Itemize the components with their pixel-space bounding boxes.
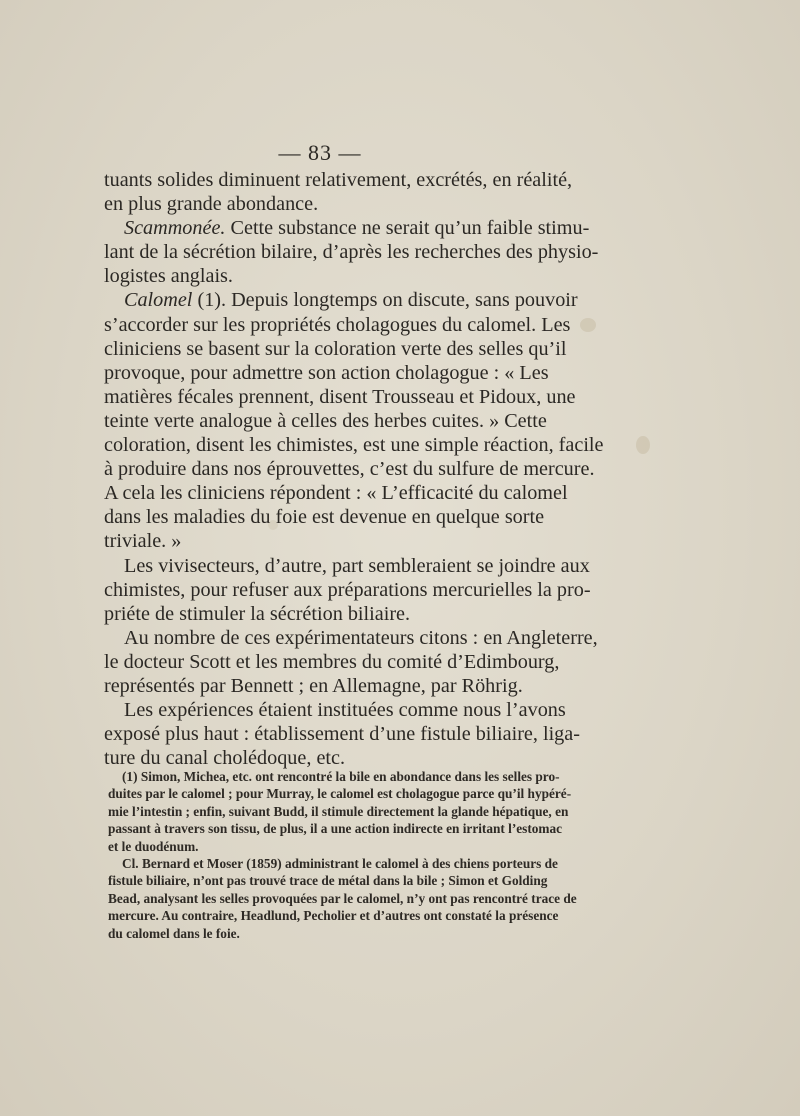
text-line: matières fécales prennent, disent Trousseau et Pidoux, une [104, 385, 576, 408]
main-text [104, 168, 604, 770]
text-line: cliniciens se basent sur la coloration verte des selles qu’il [104, 337, 567, 360]
footnote-line: fistule biliaire, n’ont pas trouvé trace de métal dans la bile ; Simon et Golding [108, 873, 548, 889]
text-line: teinte verte analogue à celles des herbes cuites. » Cette [104, 409, 547, 432]
text-line: en plus grande abondance. [104, 193, 319, 216]
page-number: — 83 — [278, 140, 362, 165]
paragraph [104, 698, 580, 770]
footnote-line: (1) Simon, Michea, etc. ont rencontré la bile en abondance dans les selles pro- [122, 769, 560, 784]
text-run: (1). Depuis longtemps on discute, sans pouvoir [197, 289, 578, 312]
footnote-line: passant à travers son tissu, de plus, il a une action indirecte en irritant l’estomac [108, 821, 563, 837]
footnote-line: du calomel dans le foie. [108, 925, 240, 941]
text-line: Au nombre de ces expérimentateurs citons : en Angleterre, [124, 626, 598, 649]
footnote-line: Bead, analysant les selles provoquées par le calomel, n’y ont pas rencontré trace de [108, 890, 577, 906]
text-line: logistes anglais. [104, 265, 233, 288]
paragraph [104, 554, 591, 626]
text-line-scammonee [104, 216, 590, 240]
paragraph [104, 288, 604, 553]
footnote-line: mie l’intestin ; enfin, suivant Budd, il stimule directement la glande hépatique, en [108, 803, 569, 819]
paragraph [104, 168, 573, 216]
text-line-calomel [104, 288, 578, 312]
italic-term: Calomel [124, 289, 193, 312]
paper-speck [268, 520, 278, 530]
text-line: Les vivisecteurs, d’autre, part sembleraient se joindre aux [124, 554, 590, 577]
footnote-line: Cl. Bernard et Moser (1859) administrant le calomel à des chiens porteurs de [122, 856, 558, 872]
text-line: chimistes, pour refuser aux préparations mercurielles la pro- [104, 578, 591, 601]
text-line: représentés par Bennett ; en Allemagne, par Röhrig. [104, 674, 523, 697]
italic-term: Scammonée. [124, 217, 226, 240]
text-line: triviale. » [104, 530, 182, 553]
text-line: Les expériences étaient instituées comme nous l’avons [124, 699, 566, 722]
footnote-line: mercure. Au contraire, Headlund, Pecholier et d’autres ont constaté la présence [108, 908, 559, 924]
text-line: exposé plus haut : établissement d’une fistule biliaire, liga- [104, 723, 580, 746]
paper-speck [580, 318, 596, 332]
text-line: provoque, pour admettre son action cholagogue : « Les [104, 361, 549, 384]
paragraph [104, 216, 599, 288]
text-line: à produire dans nos éprouvettes, c’est du sulfure de mercure. [104, 458, 595, 481]
text-line: ture du canal cholédoque, etc. [104, 747, 346, 770]
text-line: lant de la sécrétion bilaire, d’après les recherches des physio- [104, 241, 599, 264]
footnote [108, 855, 577, 942]
text-line: dans les maladies du foie est devenue en quelque sorte [104, 506, 545, 529]
footnote-line: duites par le calomel ; pour Murray, le calomel est cholagogue parce qu’il hypéré- [108, 786, 572, 802]
paragraph [104, 626, 598, 698]
paper-speck [636, 436, 650, 454]
text-line: priéte de stimuler la sécrétion biliaire. [104, 602, 411, 625]
footnote [108, 768, 572, 855]
text-line: le docteur Scott et les membres du comité d’Edimbourg, [104, 650, 560, 673]
text-line: coloration, disent les chimistes, est une simple réaction, facile [104, 434, 604, 457]
footnote-line: et le duodénum. [108, 838, 199, 854]
text-line: A cela les cliniciens répondent : « L’efficacité du calomel [104, 482, 568, 505]
text-line: s’accorder sur les propriétés cholagogues du calomel. Les [104, 313, 571, 336]
footnotes [108, 768, 577, 942]
text-line: tuants solides diminuent relativement, excrétés, en réalité, [104, 169, 573, 191]
text-run: Cette substance ne serait qu’un faible stimu- [230, 217, 590, 240]
